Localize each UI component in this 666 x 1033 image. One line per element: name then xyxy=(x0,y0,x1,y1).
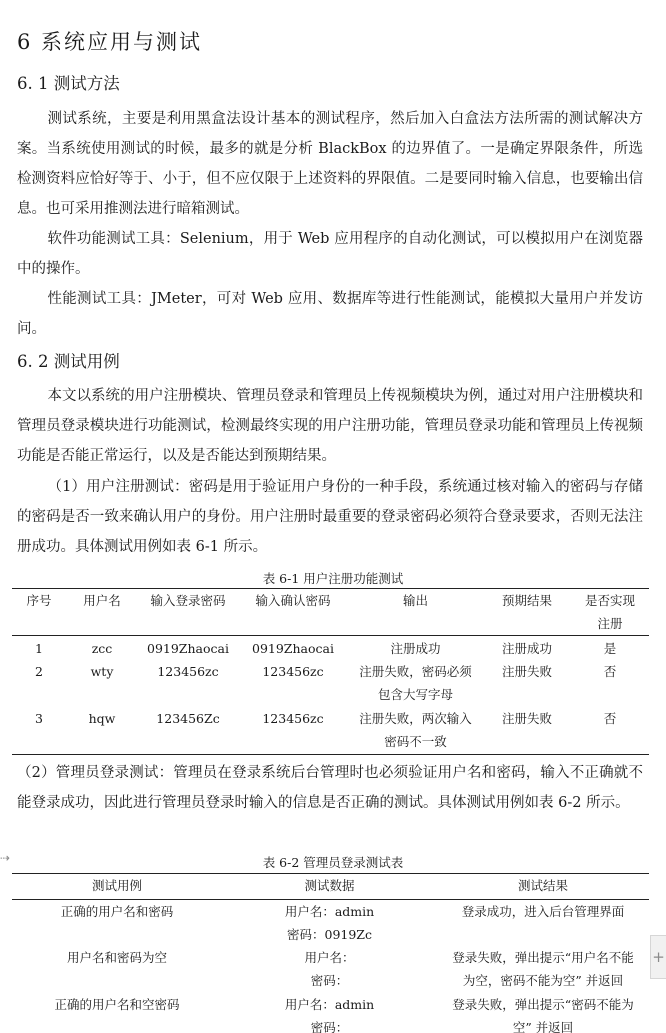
table-cell-pwd: 123456zc xyxy=(157,664,219,679)
table-cell-data: 用户名：admin 密码： xyxy=(284,997,375,1033)
table-cell-confirm: 0919Zhaocai xyxy=(252,641,334,656)
table-cell-pwd: 123456Zc xyxy=(156,711,220,726)
table-cell-expected: 注册成功 xyxy=(501,641,552,656)
table2-header-result: 测试结果 xyxy=(517,878,568,893)
table-cell-confirm: 123456zc xyxy=(262,711,324,726)
table-cell-achieved: 是 xyxy=(603,641,617,656)
table2-header-data: 测试数据 xyxy=(304,878,355,893)
table-row: 2 xyxy=(35,664,43,679)
table-cell-output: 注册失败，两次输入 密码不一致 xyxy=(359,711,472,749)
paragraph-jmeter: 性能测试工具：JMeter，可对 Web 应用、数据库等进行性能测试，能模拟大量用户并发访问。 xyxy=(17,291,643,337)
table-cell-achieved: 否 xyxy=(603,711,617,726)
table1-caption: 表 6-1 用户注册功能测试 xyxy=(262,571,404,586)
table1-header-achieved: 是否实现 注册 xyxy=(584,593,635,631)
section-heading-6-2: 6. 2 测试用例 xyxy=(17,352,120,371)
paragraph-test-method: 测试系统，主要是利用黑盒法设计基本的测试程序，然后加入白盒法方法所需的测试解决方案。当系统使用测试的时候，最多的就是分析 BlackBox 的边界值了。一是确定界限条件，所选检测资料应恰好等于、小于，但不应仅限于上述资料的界限值。二是要同时输入信息，也要输出信息。也可采用推测法进行暗箱测试。 xyxy=(17,111,643,217)
table-row: 正确的用户名和密码 xyxy=(60,904,174,919)
table1-header-no: 序号 xyxy=(26,593,52,608)
table-cell-data: 用户名： 密码： xyxy=(304,950,355,988)
table-cell-expected: 注册失败 xyxy=(501,711,552,726)
table-row: 1 xyxy=(35,641,43,656)
paragraph-selenium: 软件功能测试工具：Selenium，用于 Web 应用程序的自动化测试，可以模拟用户在浏览器中的操作。 xyxy=(17,231,643,277)
table1-header-pwd: 输入登录密码 xyxy=(150,593,226,608)
table-cell-result: 登录成功，进入后台管理界面 xyxy=(461,904,625,919)
table-cell-achieved: 否 xyxy=(603,664,617,679)
table1-header-confirm: 输入确认密码 xyxy=(255,593,331,608)
table-cell-output: 注册成功 xyxy=(390,641,441,656)
section-heading-6-1: 6. 1 测试方法 xyxy=(17,74,120,93)
table-cell-user: hqw xyxy=(88,711,116,726)
table-cell-pwd: 0919Zhaocai xyxy=(147,641,229,656)
side-expand-button[interactable] xyxy=(650,935,666,979)
table1-header-user: 用户名 xyxy=(83,593,121,608)
chapter-title: 6 系统应用与测试 xyxy=(17,30,203,54)
table-cell-confirm: 123456zc xyxy=(262,664,324,679)
table-cell-user: wty xyxy=(90,664,114,679)
paragraph-register-test: （1）用户注册测试：密码是用于验证用户身份的一种手段，系统通过核对输入的密码与存储的密码是否一致来确认用户的身份。用户注册时最重要的登录密码必须符合登录要求，否则无法注册成功。具体测试用例如表 6-1 所示。 xyxy=(17,479,643,555)
table-cell-output: 注册失败，密码必须 包含大写字母 xyxy=(359,664,472,702)
table-cell-expected: 注册失败 xyxy=(501,664,552,679)
table-cell-result: 登录失败，弹出提示“用户名不能 为空，密码不能为空” 并返回 xyxy=(452,950,634,988)
arrow-marker-icon: ⇢ xyxy=(0,851,11,865)
table2-header-case: 测试用例 xyxy=(91,878,142,893)
table-row: 3 xyxy=(35,711,43,726)
table2-caption: 表 6-2 管理员登录测试表 xyxy=(262,855,404,870)
table1-bottom-rule xyxy=(12,754,649,755)
table1-header-expected: 预期结果 xyxy=(501,593,552,608)
table-cell-user: zcc xyxy=(91,641,113,656)
table1-header-output: 输出 xyxy=(402,593,428,608)
paragraph-test-cases-intro: 本文以系统的用户注册模块、管理员登录和管理员上传视频模块为例，通过对用户注册模块和管理员登录模块进行功能测试，检测最终实现的用户注册功能，管理员登录功能和管理员上传视频功能是否能正常运行，以及是否能达到预期结果。 xyxy=(17,388,643,464)
table1-header-rule xyxy=(12,635,649,636)
plus-icon: + xyxy=(652,948,665,966)
paragraph-admin-login-test: （2）管理员登录测试：管理员在登录系统后台管理时也必须验证用户名和密码，输入不正确就不能登录成功，因此进行管理员登录时输入的信息是否正确的测试。具体测试用例如表 6-2 所示。 xyxy=(17,765,643,811)
table-row: 正确的用户名和空密码 xyxy=(54,997,180,1012)
table-cell-data: 用户名：admin 密码：0919Zc xyxy=(284,904,375,942)
table-row: 用户名和密码为空 xyxy=(66,950,167,965)
table-cell-result: 登录失败，弹出提示“密码不能为 空” 并返回 xyxy=(452,997,634,1033)
